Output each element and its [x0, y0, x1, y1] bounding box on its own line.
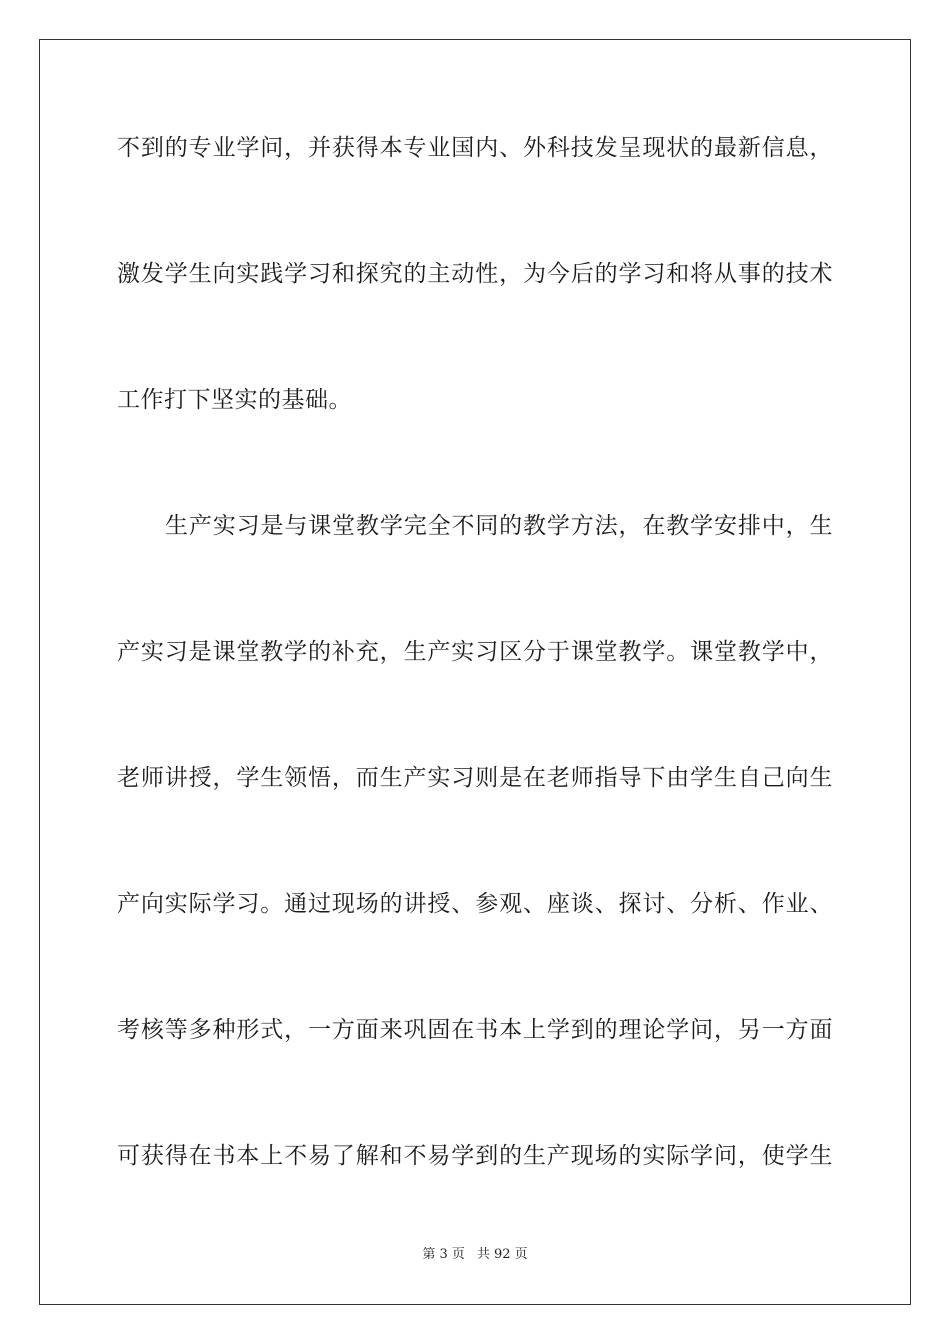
- text-line-8: 考核等多种形式，一方面来巩固在书本上学到的理论学问，另一方面: [117, 1017, 833, 1043]
- text-line-2: 激发学生向实践学习和探究的主动性，为今后的学习和将从事的技术: [117, 261, 833, 287]
- page-number: 第 3 页: [422, 1247, 465, 1262]
- total-pages: 共 92 页: [476, 1247, 528, 1262]
- text-line-1: 不到的专业学问，并获得本专业国内、外科技发呈现状的最新信息，: [117, 135, 833, 161]
- text-line-4: 生产实习是与课堂教学完全不同的教学方法，在教学安排中，生: [165, 513, 833, 539]
- page-footer: [0, 1247, 950, 1263]
- text-line-9: 可获得在书本上不易了解和不易学到的生产现场的实际学问，使学生: [117, 1143, 833, 1169]
- page-border: [39, 39, 911, 1305]
- text-line-6: 老师讲授，学生领悟，而生产实习则是在老师指导下由学生自己向生: [117, 765, 833, 791]
- text-line-3: 工作打下坚实的基础。: [117, 387, 352, 413]
- text-line-5: 产实习是课堂教学的补充，生产实习区分于课堂教学。课堂教学中，: [117, 639, 833, 665]
- text-line-7: 产向实际学习。通过现场的讲授、参观、座谈、探讨、分析、作业、: [117, 891, 833, 917]
